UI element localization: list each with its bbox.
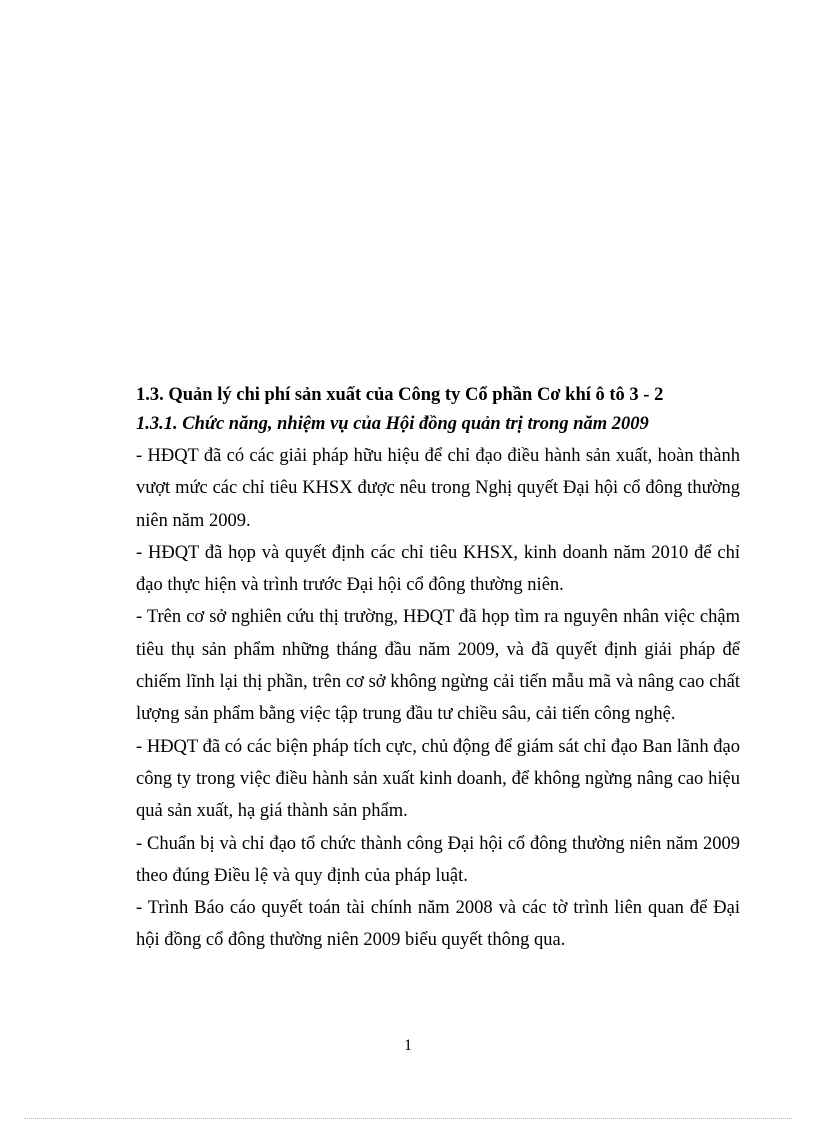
footer-dotted-rule (24, 1118, 792, 1119)
paragraph-6: - Trình Báo cáo quyết toán tài chính năm 2008 và các tờ trình liên quan để Đại hội đồng cổ đông thường niên 2009 biểu quyết thông qua. (136, 898, 740, 951)
page-number: 1 (404, 1037, 412, 1054)
section-heading: 1.3. Quản lý chi phí sản xuất của Công ty Cổ phần Cơ khí ô tô 3 - 2 (136, 385, 664, 405)
paragraph-1: - HĐQT đã có các giải pháp hữu hiệu để chỉ đạo điều hành sản xuất, hoàn thành vượt mức các chỉ tiêu KHSX được nêu trong Nghị quyết Đại hội cổ đông thường niên năm 2009. (136, 446, 740, 531)
paragraph-4: - HĐQT đã có các biện pháp tích cực, chủ động để giám sát chỉ đạo Ban lãnh đạo công ty trong việc điều hành sản xuất kinh doanh, để không ngừng nâng cao hiệu quả sản xuất, hạ giá thành sản phẩm. (136, 736, 740, 822)
subsection-heading: 1.3.1. Chức năng, nhiệm vụ của Hội đồng quản trị trong năm 2009 (136, 414, 649, 434)
paragraph-3: - Trên cơ sở nghiên cứu thị trường, HĐQT đã họp tìm ra nguyên nhân việc chậm tiêu thụ sản phẩm những tháng đầu năm 2009, và đã quyết định giải pháp để chiếm lĩnh lại thị phần, trên cơ sở không ngừng cải tiến mẫu mã và nâng cao chất lượng sản phẩm bằng việc tập trung đầu tư chiều sâu, cải tiến công nghệ. (136, 607, 740, 725)
paragraph-5: - Chuẩn bị và chỉ đạo tổ chức thành công Đại hội cổ đông thường niên năm 2009 theo đúng Điều lệ và quy định của pháp luật. (136, 833, 740, 886)
document-body (136, 381, 740, 957)
paragraph-2: - HĐQT đã họp và quyết định các chỉ tiêu KHSX, kinh doanh năm 2010 để chỉ đạo thực hiện và trình trước Đại hội cổ đông thường niên. (136, 542, 740, 596)
